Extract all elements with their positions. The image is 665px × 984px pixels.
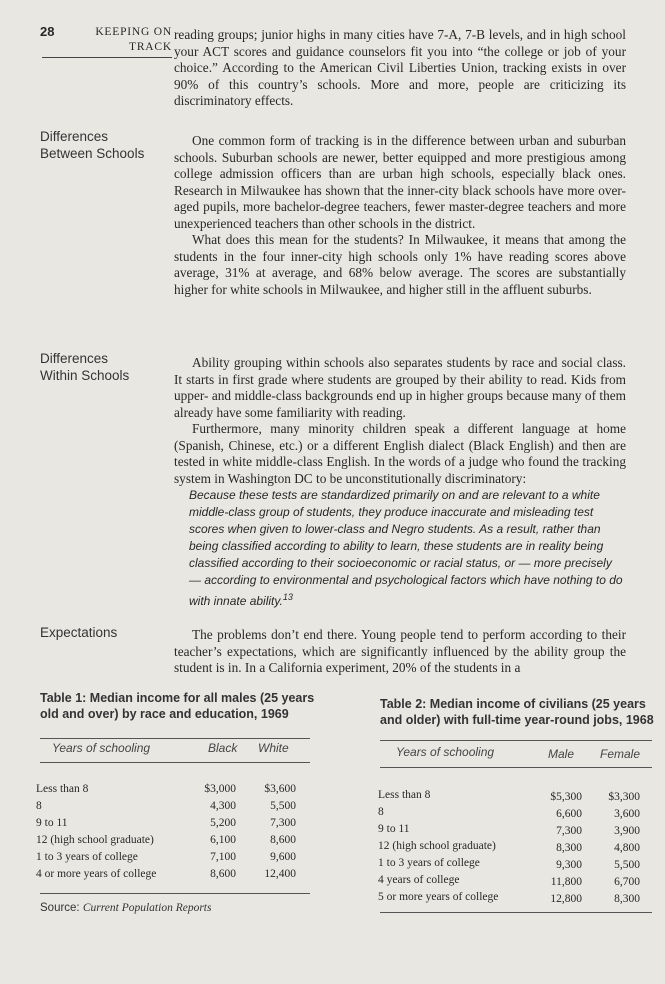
cell: 4,300 [210, 800, 236, 812]
table2-col-header: Female [600, 747, 641, 761]
cell: 7,100 [210, 851, 236, 863]
table1-caption: Table 1: Median income for all males (25 years old and over) by race and education, 1969 [40, 691, 315, 721]
cell: 6,700 [614, 876, 640, 888]
row-label: 1 to 3 years of college [36, 851, 138, 863]
table1-col-header: Black [208, 741, 238, 755]
cell: 7,300 [270, 817, 296, 829]
row-label: 12 (high school graduate) [378, 840, 496, 852]
table1-col-header: Years of schooling [52, 741, 151, 755]
cell: $3,600 [264, 783, 296, 795]
table1-top-rule [40, 738, 310, 739]
cell: 3,600 [614, 808, 640, 820]
row-label: Less than 8 [36, 783, 89, 795]
cell: $3,000 [204, 783, 236, 795]
table-row [36, 782, 88, 797]
table-row [36, 816, 68, 831]
table2-header-rule [380, 767, 652, 768]
paragraph: One common form of tracking is in the difference between urban and suburban schools. Suburban schools are newer, better equipped and more prestigious among college admission officers than are urban high schools, especially black ones. Research in Milwaukee has shown that the inner-city black schools have more over-aged pupils, more bachelor-degree teachers, fewer master-degree teachers and more unexperienced teachers than other schools in the district. [174, 133, 626, 231]
section-between-schools [174, 133, 626, 298]
row-label: 4 years of college [378, 874, 460, 886]
table1-col-header: White [258, 741, 289, 755]
section-heading-line: Within Schools [40, 368, 130, 383]
cell: 4,800 [614, 842, 640, 854]
cell: 6,600 [556, 808, 582, 820]
page-number: 28 [40, 24, 55, 39]
table-row [378, 788, 430, 803]
table1-source [40, 902, 211, 914]
cell: 12,800 [550, 893, 582, 905]
section-heading-within-schools [40, 350, 129, 384]
section-within-schools [174, 355, 626, 610]
running-head-rule [42, 57, 172, 58]
running-head-line1: KEEPING ON [95, 26, 172, 38]
table2-top-rule [380, 740, 652, 741]
section-heading-line: Differences [40, 351, 109, 366]
cell: 11,800 [550, 876, 582, 888]
section-heading-between-schools [40, 128, 144, 162]
table-row [378, 805, 384, 820]
table-row [36, 867, 156, 882]
cell: 5,500 [614, 859, 640, 871]
cell: 6,100 [210, 834, 236, 846]
table-row [36, 833, 154, 848]
paragraph: The problems don’t end there. Young people tend to perform according to their teacher’s expectations, which are significantly influenced by the ability group the student is in. In a California experiment, 20% of the students in a [174, 627, 626, 675]
cell: 9,600 [270, 851, 296, 863]
row-label: 1 to 3 years of college [378, 857, 480, 869]
table-row [378, 822, 410, 837]
running-head [80, 25, 172, 55]
quote-text: Because these tests are standardized primarily on and are relevant to a white middle-class group of students, they produce inaccurate and misleading test scores when given to lower-class and Negro students. As a result, rather than being classified according to ability to learn, these students are in reality being classified according to their socioeconomic or racial status, or — more precisely — according to environmental and psychological factors which have nothing to do with innate ability. [189, 488, 623, 608]
section-heading-line: Between Schools [40, 146, 145, 161]
intro-paragraph: reading groups; junior highs in many cities have 7-A, 7-B levels, and in high school your ACT scores and guidance counselors fit you into “the college or job of your choice.” According to the American Civil Liberties Union, tracking exists in over 90% of this country’s schools. More and more, people are criticizing its discriminatory effects. [174, 27, 626, 108]
paragraph: What does this mean for the students? In Milwaukee, it means that among the students in the four inner-city high schools only 1% have reading scores above average, 31% at average, and 68% below average. The scores are substantially higher for white schools in Milwaukee, and higher still in the affluent suburbs. [174, 232, 626, 297]
block-quote [174, 487, 626, 610]
table2-bottom-rule [380, 912, 652, 913]
cell: 9,300 [556, 859, 582, 871]
table2-col-header: Male [548, 747, 575, 761]
source-label: Source: [40, 902, 80, 914]
table-row [378, 873, 459, 888]
cell: $5,300 [550, 791, 582, 803]
section-expectations [174, 627, 626, 677]
row-label: 4 or more years of college [36, 868, 157, 880]
cell: 5,500 [270, 800, 296, 812]
cell: 12,400 [264, 868, 296, 880]
table-row [378, 890, 498, 905]
table-row [378, 856, 480, 871]
table2-col-header: Years of schooling [396, 745, 495, 759]
table-row [378, 839, 496, 854]
cell: 7,300 [556, 825, 582, 837]
table-row [36, 799, 42, 814]
footnote-ref: 13 [282, 592, 293, 602]
row-label: 9 to 11 [378, 823, 410, 835]
row-label: Less than 8 [378, 789, 431, 801]
table1-bottom-rule [40, 893, 310, 894]
paragraph: Furthermore, many minority children speak a different language at home (Spanish, Chinese, etc.) or a different English dialect (Black English) and then are tested in white middle-class English. In the words of a judge who found the tracking system in Washington DC to be unconstitutionally discriminatory: [174, 421, 626, 486]
row-label: 8 [36, 800, 42, 812]
cell: 8,300 [614, 893, 640, 905]
row-label: 12 (high school graduate) [36, 834, 154, 846]
table2-caption: Table 2: Median income of civilians (25 years and older) with full-time year-round jobs, 1968 [380, 697, 654, 727]
intro-block [174, 27, 626, 110]
section-heading-expectations: Expectations [40, 625, 118, 640]
cell: 5,200 [210, 817, 236, 829]
cell: 3,900 [614, 825, 640, 837]
row-label: 5 or more years of college [378, 891, 499, 903]
row-label: 9 to 11 [36, 817, 68, 829]
row-label: 8 [378, 806, 384, 818]
cell: 8,300 [556, 842, 582, 854]
paragraph: Ability grouping within schools also separates students by race and social class. It starts in first grade where students are grouped by their ability to read. Kids from upper- and middle-class backgrounds end up in higher groups because many of them already have some familiarity with reading. [174, 355, 626, 420]
section-heading-line: Differences [40, 129, 109, 144]
source-title: Current Population Reports [82, 902, 212, 914]
cell: $3,300 [608, 791, 640, 803]
cell: 8,600 [270, 834, 296, 846]
running-head-line2: TRACK [129, 41, 172, 53]
table-row [36, 850, 138, 865]
cell: 8,600 [210, 868, 236, 880]
table1-header-rule [40, 762, 310, 763]
